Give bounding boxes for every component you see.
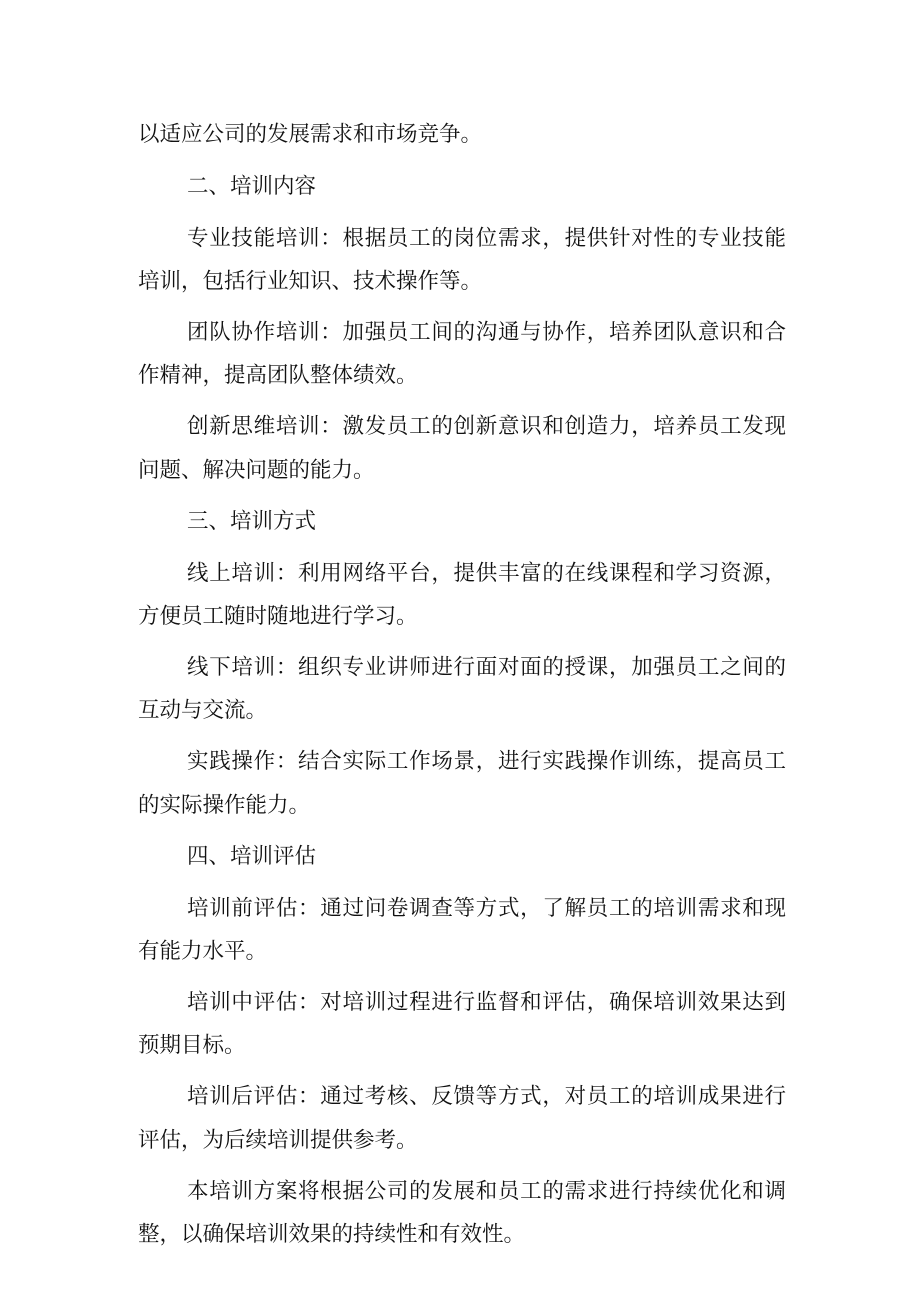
paragraph-conclusion: 本培训方案将根据公司的发展和员工的需求进行持续优化和调整，以确保培训效果的持续性和有效性。 bbox=[138, 1178, 786, 1247]
section-heading-training-methods: 三、培训方式 bbox=[187, 508, 317, 534]
paragraph-teamwork: 团队协作培训：加强员工间的沟通与协作，培养团队意识和合作精神，提高团队整体绩效。 bbox=[138, 319, 786, 389]
document-body bbox=[138, 113, 786, 1264]
paragraph-online-training: 线上培训：利用网络平台，提供丰富的在线课程和学习资源，方便员工随时随地进行学习。 bbox=[138, 560, 786, 629]
paragraph-post-training-evaluation: 培训后评估：通过考核、反馈等方式，对员工的培训成果进行评估，为后续培训提供参考。 bbox=[138, 1084, 786, 1153]
paragraph-professional-skills: 专业技能培训：根据员工的岗位需求，提供针对性的专业技能培训，包括行业知识、技术操作等。 bbox=[138, 225, 786, 294]
section-heading-training-evaluation: 四、培训评估 bbox=[187, 843, 317, 869]
paragraph-pre-training-evaluation: 培训前评估：通过问卷调查等方式，了解员工的培训需求和现有能力水平。 bbox=[138, 895, 786, 964]
paragraph-practical-operation: 实践操作：结合实际工作场景，进行实践操作训练，提高员工的实际操作能力。 bbox=[138, 749, 786, 818]
continuation-text: 以适应公司的发展需求和市场竞争。 bbox=[138, 122, 483, 147]
paragraph-mid-training-evaluation: 培训中评估：对培训过程进行监督和评估，确保培训效果达到预期目标。 bbox=[138, 989, 786, 1059]
paragraph-offline-training: 线下培训：组织专业讲师进行面对面的授课，加强员工之间的互动与交流。 bbox=[138, 654, 786, 724]
paragraph-innovation: 创新思维培训：激发员工的创新意识和创造力，培养员工发现问题、解决问题的能力。 bbox=[138, 414, 786, 483]
section-heading-training-content: 二、培训内容 bbox=[187, 173, 317, 199]
